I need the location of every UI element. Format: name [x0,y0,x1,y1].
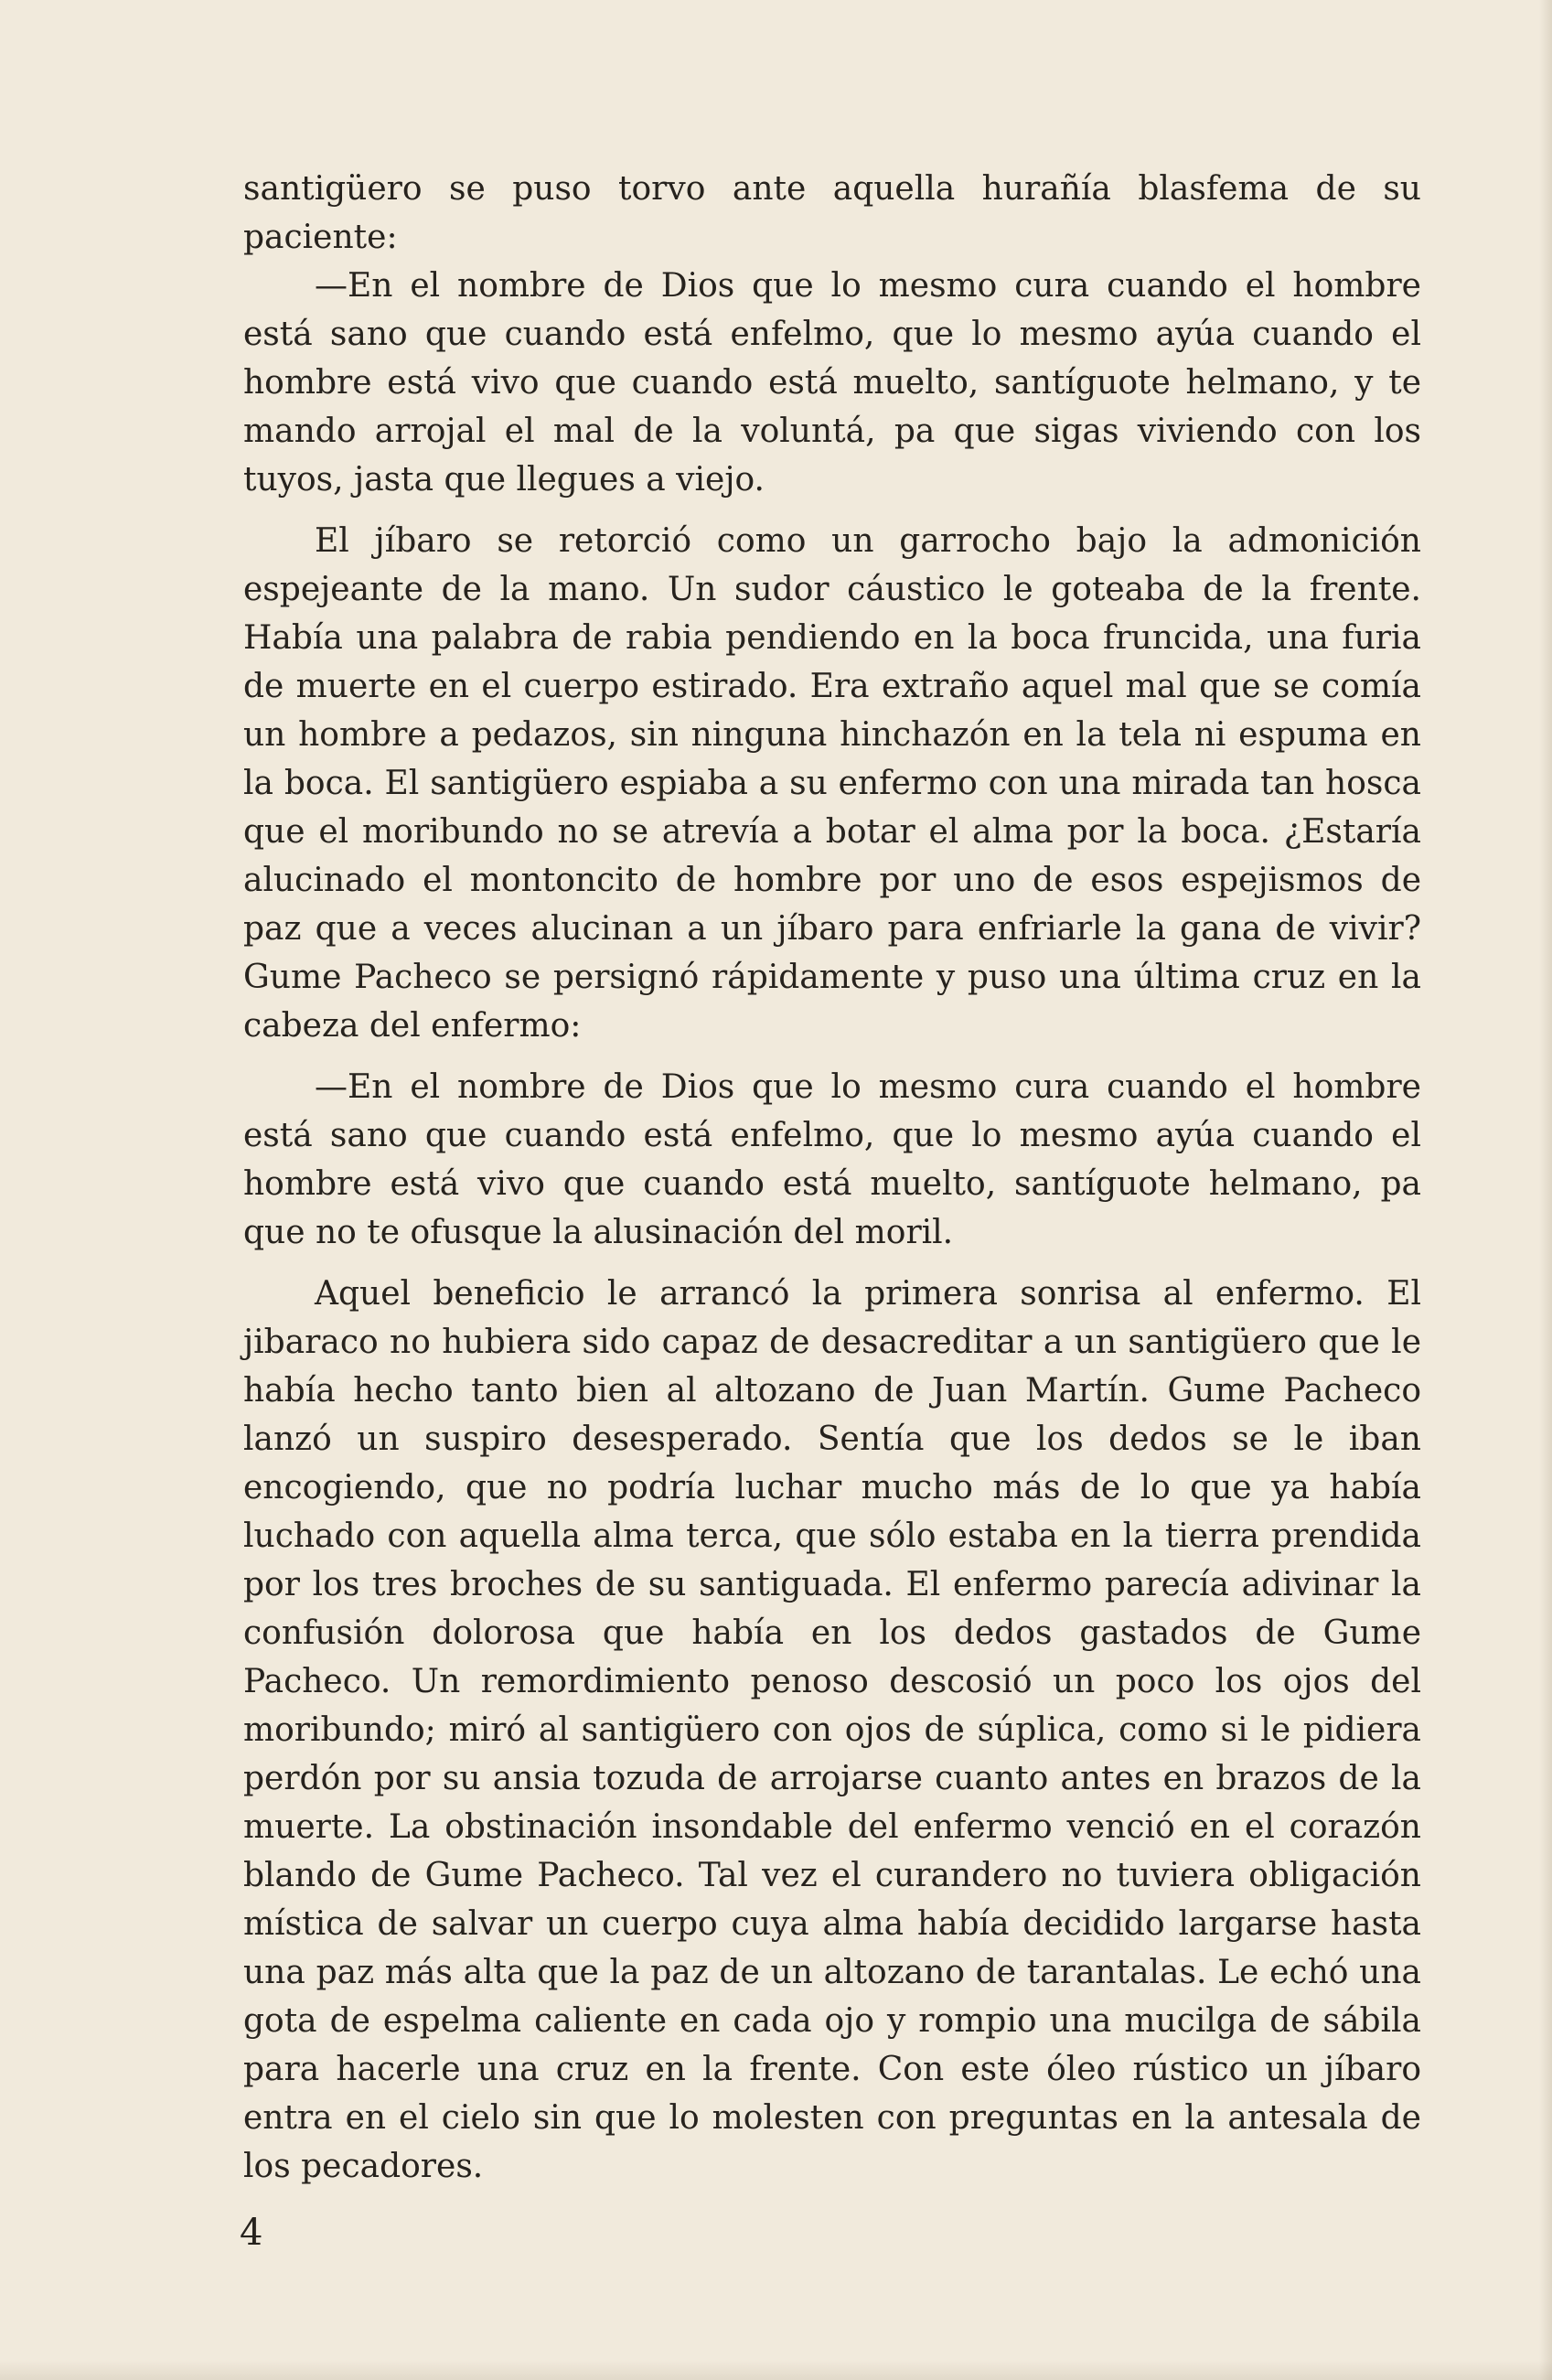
page-bottom-shadow [0,2360,1552,2380]
paragraph-5: Aquel beneficio le arrancó la primera sonrisa al enfermo. El jibaraco no hubiera sido capaz de desacreditar a un santigüero que le había hecho tanto bien al altozano de Juan Martín. Gume Pacheco lanzó un suspiro desesperado. Sentía que los dedos se le iban encogiendo, que no podría luchar mucho más de lo que ya había luchado con aquella alma terca, que sólo estaba en la tierra prendida por los tres broches de su santiguada. El enfermo parecía adivinar la confusión dolorosa que había en los dedos gastados de Gume Pacheco. Un remordimiento penoso descosió un poco los ojos del moribundo; miró al santigüero con ojos de súplica, como si le pidiera perdón por su ansia tozuda de arrojarse cuanto antes en brazos de la muerte. La obstinación insondable del enfermo venció en el corazón blando de Gume Pacheco. Tal vez el curandero no tuviera obligación mística de salvar un cuerpo cuya alma había decidido largarse hasta una paz más alta que la paz de un altozano de tarantalas. Le echó una gota de espelma caliente en cada ojo y rompio una mucilga de sábila para hacerle una cruz en la frente. Con este óleo rústico un jíbaro entra en el cielo sin que lo molesten con preguntas en la antesala de los pecadores. [243,1275,1421,2185]
page-edge-shadow [1539,0,1552,2380]
paragraph-3: El jíbaro se retorció como un garrocho bajo la admonición espejeante de la mano. Un sudor cáustico le goteaba de la frente. Había una palabra de rabia pendiendo en la boca fruncida, una furia de muerte en el cuerpo estirado. Era extraño aquel mal que se comía un hombre a pedazos, sin ninguna hinchazón en la tela ni espuma en la boca. El santigüero espiaba a su enfermo con una mirada tan hosca que el moribundo no se atrevía a botar el alma por la boca. ¿Estaría alucinado el montoncito de hombre por uno de esos espejismos de paz que a veces alucinan a un jíbaro para enfriarle la gana de vivir? Gume Pacheco se persignó rápidamente y puso una última cruz en la cabeza del enfermo: [243,522,1421,1045]
page-number: 4 [240,2212,263,2254]
paragraph-1: santigüero se puso torvo ante aquella hurañía blasfema de su paciente: [243,170,1421,256]
paragraph-2: —En el nombre de Dios que lo mesmo cura cuando el hombre está sano que cuando está enfelmo, que lo mesmo ayúa cuando el hombre está vivo que cuando está muelto, santíguote helmano, y te mando arrojal el mal de la voluntá, pa que sigas viviendo con los tuyos, jasta que llegues a viejo. [243,267,1421,499]
body-text [243,165,1421,2191]
paragraph-4: —En el nombre de Dios que lo mesmo cura cuando el hombre está sano que cuando está enfelmo, que lo mesmo ayúa cuando el hombre está vivo que cuando está muelto, santíguote helmano, pa que no te ofusque la alusinación del moril. [243,1068,1421,1251]
